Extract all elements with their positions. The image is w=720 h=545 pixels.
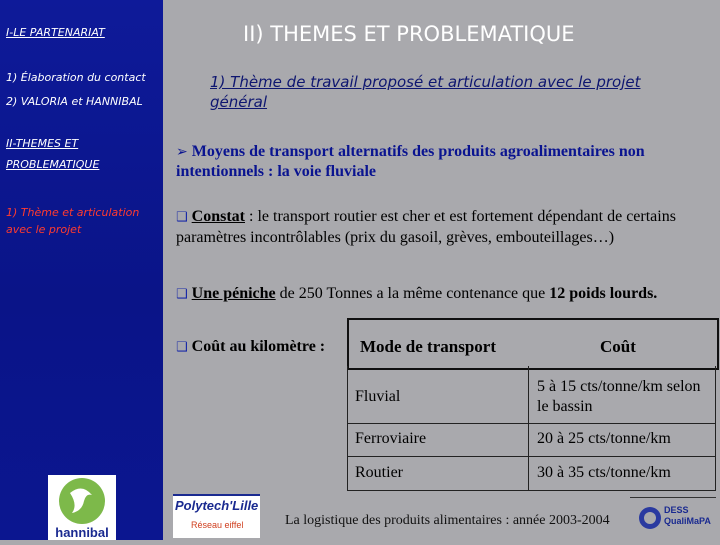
nav-item-partenariat[interactable]: I-LE PARTENARIAT [6, 26, 105, 39]
constat-text: : le transport routier est cher et est fortement dépendant de certains paramètres incontrôlables (prix du gasoil, grèves, embouteillages…) [176, 208, 676, 246]
footer-divider [630, 497, 716, 498]
dess-logo [636, 499, 711, 537]
polytech-logo-text: Polytech'Lille [175, 498, 259, 513]
table-border [715, 366, 716, 490]
table-cell-cout: 5 à 15 cts/tonne/km selon le bassin [537, 378, 701, 415]
nav-item-themes[interactable]: II-THEMES ET [6, 137, 79, 150]
slide-subtitle: 1) Thème de travail proposé et articulation avec le projet général [210, 73, 641, 111]
table-border [347, 456, 716, 457]
nav-item-current-theme[interactable]: 1) Thème et articulation avec le projet [6, 206, 140, 236]
table-cell-mode: Ferroviaire [355, 430, 427, 447]
table-border [347, 423, 716, 424]
table-cell-mode: Routier [355, 464, 403, 481]
topic-text: Moyens de transport alternatifs des produits agroalimentaires non intentionnels : la voie fluviale [176, 143, 645, 180]
square-bullet-icon: ❑ [176, 340, 188, 355]
arrow-bullet-icon: ➢ [176, 144, 188, 160]
nav-item-elaboration[interactable]: 1) Élaboration du contact [6, 71, 146, 84]
paragraph-constat [176, 207, 696, 248]
constat-label: Constat [191, 208, 245, 225]
table-header-mode: Mode de transport [360, 337, 496, 356]
table-cell-mode: Fluvial [355, 388, 401, 405]
sidebar-nav [0, 0, 163, 540]
table-cell-cout: 30 à 35 cts/tonne/km [537, 464, 671, 481]
paragraph-peniche [176, 284, 696, 305]
peniche-text: de 250 Tonnes a la même contenance que [275, 285, 550, 302]
table-header-cout: Coût [600, 337, 636, 356]
square-bullet-icon: ❑ [176, 210, 188, 225]
table-cell-cout: 20 à 25 cts/tonne/km [537, 430, 671, 447]
dess-logo-text: DESS QualiMaPA [664, 505, 711, 526]
nav-item-valoria[interactable]: 2) VALORIA et HANNIBAL [6, 95, 143, 108]
table-border [528, 366, 529, 490]
paragraph-cout [176, 337, 325, 358]
polytech-logo-subtext: Réseau eiffel [191, 520, 244, 530]
footer-text: La logistique des produits alimentaires : année 2003-2004 [285, 513, 610, 528]
nav-item-problematique[interactable]: PROBLEMATIQUE [6, 158, 100, 171]
table-border [347, 490, 716, 491]
slide-title: II) THEMES ET PROBLEMATIQUE [243, 22, 575, 46]
paragraph-topic [176, 142, 711, 182]
hannibal-logo-text: hannibal [55, 525, 109, 540]
polytech-logo [173, 494, 260, 538]
square-bullet-icon: ❑ [176, 287, 188, 302]
peniche-label: Une péniche [191, 285, 276, 302]
hannibal-logo [48, 475, 116, 540]
cout-label: Coût au kilomètre : [191, 338, 326, 355]
table-border [347, 366, 348, 490]
peniche-bold: 12 poids lourds. [549, 285, 658, 302]
